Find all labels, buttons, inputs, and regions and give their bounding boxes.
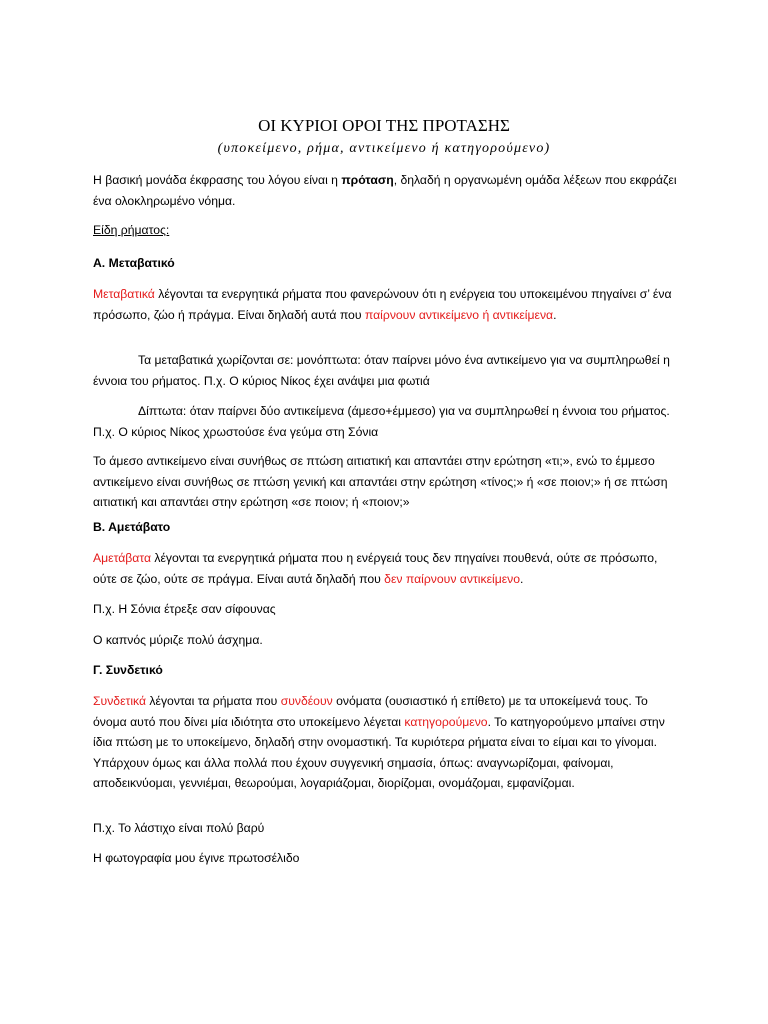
highlight-antikeimeno: παίρνουν αντικείμενο ή αντικείμενα (364, 307, 554, 322)
section-b-heading: Β. Αμετάβατο (93, 520, 171, 534)
section-c-example-1: Π.χ. Το λάστιχο είναι πολύ βαρύ (93, 821, 265, 835)
term-metavatika: Μεταβατικά (93, 287, 155, 301)
section-b-example-2: Ο καπνός μύριζε πολύ άσχημα. (93, 633, 263, 647)
term-ametavata: Αμετάβατα (93, 551, 152, 565)
section-c-example-2: Η φωτογραφία μου έγινε πρωτοσέλιδο (93, 851, 300, 865)
section-c-definition: Συνδετικά λέγονται τα ρήματα που συνδέουν ονόματα (ουσιαστικό ή επίθετο) με τα υποκείμενά τους. Το όνομα αυτό που δίνει μία ιδιότητα στο υποκείμενο λέγεται κατηγορούμενο. Το κατηγορούμενο μπαίνει στην ίδια πτώση με το υποκείμενο, δηλαδή στην ονομαστική. Τα κυριότερα ρήματα είναι το είμαι και το γίνομαι. Υπάρχουν όμως και άλλα πολλά που έχουν συγγενική σημασία, όπως: αναγνωρίζομαι, φαίνομαι, αποδεικνύομαι, γεννιέμαι, θεωρούμαι, λογαριάζομαι, διορίζομαι, ονομάζομαι, εμφανίζομαι. (93, 694, 665, 790)
page-subtitle: (υποκείμενο, ρήμα, αντικείμενο ή κατηγορούμενο) (217, 141, 551, 156)
term-syndetika: Συνδετικά (93, 694, 147, 708)
intro-paragraph: Η βασική μονάδα έκφρασης του λόγου είναι η πρόταση, δηλαδή η οργανωμένη ομάδα λέξεων που εκφράζει ένα ολοκληρωμένο νόημα. (93, 173, 677, 208)
objects-paragraph: Το άμεσο αντικείμενο είναι συνήθως σε πτώση αιτιατική και απαντάει στην ερώτηση «τι;», ενώ το έμμεσο αντικείμενο είναι συνήθως σε πτώση γενική και απαντάει στην ερώτηση «τίνος;» ή «σε ποιον;» ή σε πτώση αιτιατική και απαντάει στην ερώτηση «σε ποιον; ή «ποιον;» (93, 454, 668, 509)
section-a-definition: Μεταβατικά λέγονται τα ενεργητικά ρήματα που φανερώνουν ότι η ενέργεια του υποκειμένου πηγαίνει σ’ ένα πρόσωπο, ζώο ή πράγμα. Είναι δηλαδή αυτά που παίρνουν αντικείμενο ή αντικείμενα. (93, 287, 672, 322)
section-b-example-1: Π.χ. Η Σόνια έτρεξε σαν σίφουνας (93, 602, 276, 616)
verb-types-heading: Είδη ρήματος: (93, 223, 170, 237)
page-title: ΟΙ ΚΥΡΙΟΙ ΟΡΟΙ ΤΗΣ ΠΡΟΤΑΣΗΣ (258, 116, 510, 135)
section-c-heading: Γ. Συνδετικό (93, 663, 163, 677)
monoptota-paragraph: Τα μεταβατικά χωρίζονται σε: μονόπτωτα: όταν παίρνει μόνο ένα αντικείμενο για να συμπληρωθεί η έννοια του ρήματος. Π.χ. Ο κύριος Νίκος έχει ανάψει μια φωτιά (93, 353, 670, 388)
term-protasi: πρόταση (341, 173, 394, 187)
section-b-definition: Αμετάβατα λέγονται τα ενεργητικά ρήματα που η ενέργειά τους δεν πηγαίνει πουθενά, ούτε σε πρόσωπο, ούτε σε ζώο, ούτε σε πράγμα. Είναι αυτά δηλαδή που δεν παίρνουν αντικείμενο. (93, 551, 658, 586)
highlight-katigoroumeno: κατηγορούμενο (404, 714, 488, 729)
highlight-syndeoun: συνδέουν (280, 694, 333, 708)
highlight-no-object: δεν παίρνουν αντικείμενο (384, 571, 521, 586)
section-a-heading: Α. Μεταβατικό (93, 256, 175, 270)
diptota-paragraph: Δίπτωτα: όταν παίρνει δύο αντικείμενα (άμεσο+έμμεσο) για να συμπληρωθεί η έννοια του ρήματος. Π.χ. Ο κύριος Νίκος χρωστούσε ένα γεύμα στη Σόνια (93, 404, 670, 439)
